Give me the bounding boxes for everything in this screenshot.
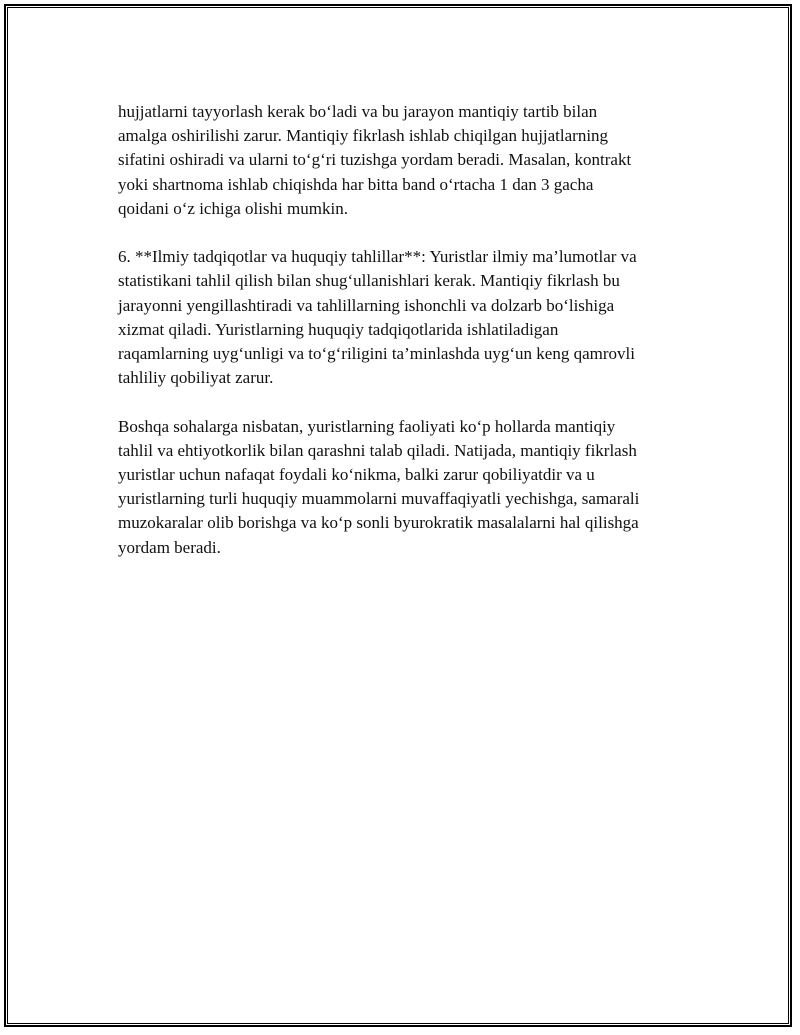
document-body <box>118 100 703 584</box>
text-line: yoki shartnoma ishlab chiqishda har bitta band o‘rtacha 1 dan 3 gacha <box>118 174 594 194</box>
text-line: statistikani tahlil qilish bilan shug‘ullanishlari kerak. Mantiqiy fikrlash bu <box>118 271 620 291</box>
text-line: yuristlarning turli huquqiy muammolarni muvaffaqiyatli yechishga, samarali <box>118 489 640 509</box>
text-line: jarayonni yengillashtiradi va tahlillarning ishonchli va dolzarb bo‘lishiga <box>118 295 615 315</box>
text-line: 6. **Ilmiy tadqiqotlar va huquqiy tahlillar**: Yuristlar ilmiy ma’lumotlar va <box>118 247 637 267</box>
paragraph-document-drafting <box>118 100 703 221</box>
paragraph-conclusion <box>118 415 703 560</box>
text-line: tahlil va ehtiyotkorlik bilan qarashni talab qiladi. Natijada, mantiqiy fikrlash <box>118 440 637 460</box>
text-line: yordam beradi. <box>118 537 221 557</box>
text-line: amalga oshirilishi zarur. Mantiqiy fikrlash ishlab chiqilgan hujjatlarning <box>118 126 609 146</box>
text-line: muzokaralar olib borishga va ko‘p sonli byurokratik masalalarni hal qilishga <box>118 513 639 533</box>
document-page <box>4 4 792 1027</box>
text-line: Boshqa sohalarga nisbatan, yuristlarning faoliyati ko‘p hollarda mantiqiy <box>118 416 616 436</box>
paragraph-research-analysis <box>118 245 703 390</box>
text-line: xizmat qiladi. Yuristlarning huquqiy tadqiqotlarida ishlatiladigan <box>118 319 559 339</box>
text-line: yuristlar uchun nafaqat foydali ko‘nikma, balki zarur qobiliyatdir va u <box>118 465 595 485</box>
text-line: qoidani o‘z ichiga olishi mumkin. <box>118 198 348 218</box>
text-line: raqamlarning uyg‘unligi va to‘g‘riligini ta’minlashda uyg‘un keng qamrovli <box>118 344 635 364</box>
text-line: hujjatlarni tayyorlash kerak bo‘ladi va bu jarayon mantiqiy tartib bilan <box>118 102 598 121</box>
text-line: sifatini oshiradi va ularni to‘g‘ri tuzishga yordam beradi. Masalan, kontrakt <box>118 150 632 170</box>
text-line: tahliliy qobiliyat zarur. <box>118 368 274 388</box>
